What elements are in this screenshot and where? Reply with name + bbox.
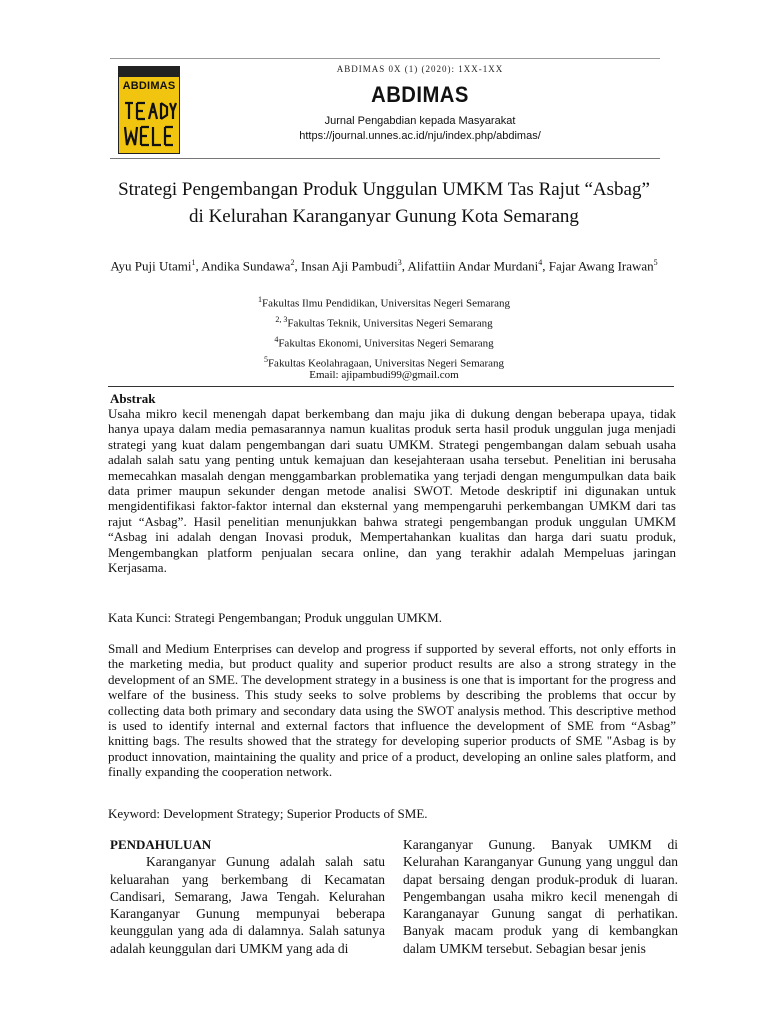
author-list [100, 254, 668, 274]
journal-name: ABDIMAS [371, 82, 469, 107]
affiliation-text: Fakultas Ilmu Pendidikan, Universitas Negeri Semarang [261, 297, 511, 310]
author-sup: 3 [397, 258, 402, 267]
author-name: Ayu Puji Utami [110, 258, 192, 274]
abstract-heading: Abstrak [110, 391, 156, 406]
header-top-rule [110, 58, 660, 59]
header-bottom-rule [110, 158, 660, 159]
logo-band [119, 67, 179, 77]
body-column-right [403, 836, 678, 957]
author-sup: 4 [538, 258, 543, 267]
author-name: Alifattiin Andar Murdani [407, 258, 539, 274]
abstract-rule [108, 386, 674, 387]
body-paragraph-left: Karanganyar Gunung adalah salah satu keluarahan yang berkembang di Kecamatan Candisari, Semarang, Jawa Tengah. Kelurahan Karanganyar Gunung mempunyai beberapa keunggulan yang ada di dalamnya. Salah satunya adalah keunggulan dari UMKM yang ada di [110, 854, 385, 956]
abstract-text-english: Small and Medium Enterprises can develop and progress if supported by several efforts, not only efforts in the marketing media, but product quality and superior product results are also a strong strategy in the development of an SME. The development strategy in a business is one that is important for the progress and welfare of the business. This study seeks to solve problems by describing the problems that occur by collecting data both primary and secondary data using the SWOT analysis method. This descriptive method is used to identify internal and external factors that influence the development of SME from “Asbag” knitting bags. The results showed that the strategy for developing superior products of SME "Asbag is by product innovation, maintaining the quality and price of a product, developing an online sales platform, and finally expanding the cooperation network. [108, 641, 676, 780]
author-separator: , [294, 258, 301, 274]
paper-title-line-2: di Kelurahan Karanganyar Gunung Kota Semarang [189, 206, 579, 227]
journal-subtitle: Jurnal Pengabdian kepada Masyarakat [324, 115, 516, 127]
author-sup: 5 [653, 258, 658, 267]
author-sup: 1 [191, 258, 196, 267]
keywords-indonesian: Kata Kunci: Strategi Pengembangan; Produk unggulan UMKM. [108, 610, 442, 625]
author-name: Insan Aji Pambudi [300, 258, 398, 274]
affiliation-item [100, 312, 668, 332]
affiliation-sup: 2, 3 [275, 315, 288, 325]
affiliation-text: Fakultas Ekonomi, Universitas Negeri Semarang [278, 337, 494, 350]
contact-email[interactable]: Email: ajipambudi99@gmail.com [309, 369, 459, 381]
affiliation-list [100, 292, 668, 373]
author-name: Andika Sundawa [201, 258, 291, 274]
body-column-left [110, 836, 385, 957]
author-sup: 2 [290, 258, 295, 267]
paper-title [80, 176, 688, 230]
affiliation-item [100, 292, 668, 312]
paper-title-line-1: Strategi Pengembangan Produk Unggulan UMKM Tas Rajut “Asbag” [118, 179, 650, 200]
affiliation-item [100, 332, 668, 352]
affiliation-sup: 1 [257, 295, 262, 304]
affiliation-sup: 4 [274, 335, 279, 345]
journal-url[interactable]: https://journal.unnes.ac.id/nju/index.php/abdimas/ [299, 130, 541, 142]
affiliation-sup: 5 [263, 355, 268, 365]
affiliation-text: Fakultas Teknik, Universitas Negeri Semarang [287, 317, 493, 330]
journal-logo [118, 66, 180, 154]
abstract-text-indonesian: Usaha mikro kecil menengah dapat berkembang dan maju jika di dukung dengan beberapa upaya, tidak hanya upaya dalam media pemasarannya namun kualitas produk serta hasil produk unggulan juga menjadi strategi yang kuat dalam pengembangan dari suatu UMKM. Strategi pengembangan dalam sebuah usaha adalah salah satu yang penting untuk kemajuan dan kesejahteraan usaha tersebut. Penelitian ini berusaha memecahkan masalah dengan menggambarkan problematika yang terjadi dengan mengumpulkan data baik data primer maupun sekunder dengan metode analisi SWOT. Metode deskriptif ini digunakan untuk mengidentifikasi faktor-faktor internal dan eksternal yang mempengaruhi perkembangan UMKM dari tas rajut “Asbag”. Hasil penelitian menunjukkan bahwa strategi pengembangan produk unggulan UMKM “Asbag ini adalah dengan Inovasi produk, Mempertahankan kualitas dan harga dari suatu produk, Mengembangkan platform penjualan secara online, dan yang terakhir adalah Mempeluas jaringan Kerjasama. [108, 406, 676, 576]
author-separator: , [401, 258, 408, 274]
author-separator: , [542, 258, 549, 274]
body-paragraph-right: Karanganyar Gunung. Banyak UMKM di Kelurahan Karanganyar Gunung yang unggul dan dapat bersaing dengan produk-produk di luaran. Pengembangan usaha mikro kecil menengah di Karanganayar Gunung sangat di perhatikan. Banyak macam produk yang di kembangkan dalam UMKM tersebut. Sebagian besar jenis [403, 837, 678, 956]
logo-word: ABDIMAS [122, 80, 176, 92]
logo-artwork [123, 99, 177, 151]
section-heading: PENDAHULUAN [110, 837, 212, 852]
journal-header [200, 64, 640, 144]
affiliation-text: Fakultas Keolahragaan, Universitas Negeri Semarang [267, 358, 505, 371]
author-name: Fajar Awang Irawan [548, 258, 654, 274]
journal-citation: ABDIMAS 0X (1) (2020): 1XX-1XX [336, 64, 504, 74]
keywords-english: Keyword: Development Strategy; Superior Products of SME. [108, 806, 428, 821]
author-separator: , [195, 258, 202, 274]
